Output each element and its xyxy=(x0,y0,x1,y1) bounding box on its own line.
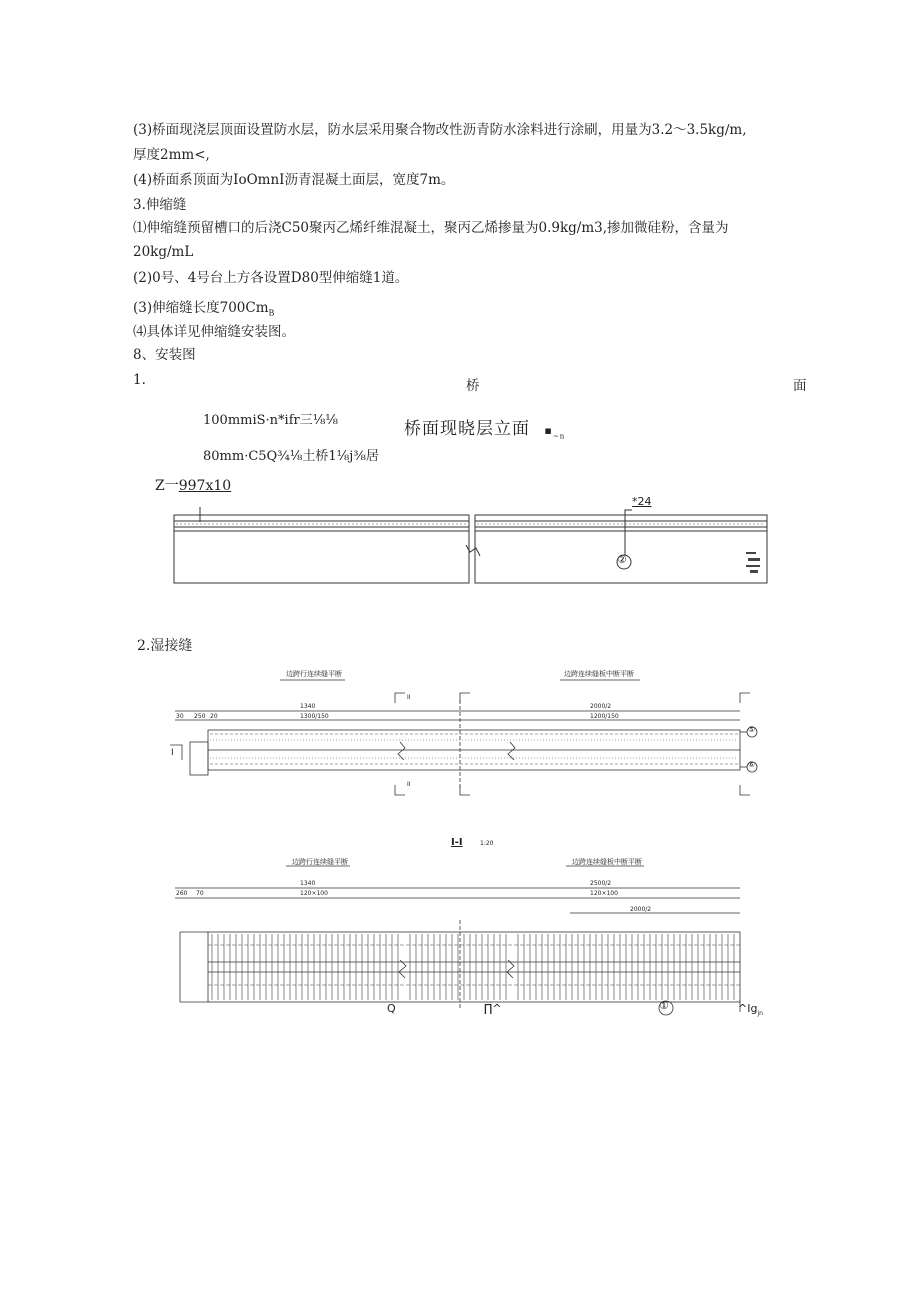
section-dim-sub-right: 120×100 xyxy=(590,890,618,897)
section-title-left: 边跨行连续缝平断 xyxy=(292,858,348,866)
heading-expansion-joint: 3.伸缩缝 xyxy=(133,197,187,213)
section-bottom-g-sub: jn xyxy=(757,1010,763,1018)
expansion-item-1-cont: 20kg/mL xyxy=(133,244,194,260)
fig1-title-mark: ▪ xyxy=(544,424,553,437)
section-dim-small-1: 260 xyxy=(176,890,188,897)
expansion-item-4: ⑷具体详见伸缩缝安装图。 xyxy=(133,324,295,340)
fig1-layer-2: 80mm·C5Q¾⅛土桥1⅛j⅜居 xyxy=(203,449,379,464)
fig2-dim-total-left: 1340 xyxy=(300,703,316,710)
fig2-dim-sub-left: 1300/150 xyxy=(300,713,329,720)
fig1-title-text: 桥面现晓层立面 xyxy=(404,419,530,439)
fig2-heading: 2.湿接缝 xyxy=(137,638,193,654)
fig2-dim-small-2: 250 xyxy=(194,713,206,720)
expansion-item-3-text: (3)伸缩缝长度700Cm xyxy=(133,300,269,316)
fig1-circle-label: ② xyxy=(617,553,627,566)
section-dim-sub-left: 120×100 xyxy=(300,890,328,897)
fig1-word-left: 桥 xyxy=(466,378,480,394)
section-bottom-g-text: ^Ig xyxy=(738,1002,758,1015)
fig1-callout-text: *24 xyxy=(632,495,652,508)
section-dim-inner: 2000/2 xyxy=(630,906,652,913)
fig2-circle-6: ⑥ xyxy=(748,760,756,769)
fig2-dim-sub-right: 1200/150 xyxy=(590,713,619,720)
fig1-title-sub: ~n xyxy=(552,432,566,441)
section-scale: 1:20 xyxy=(480,840,494,847)
section-bottom-g xyxy=(738,1002,763,1017)
section-rebar-hatch xyxy=(212,934,734,1000)
expansion-item-1: ⑴伸缩缝预留槽口的后浇C50聚丙乙烯纤维混凝土，聚丙乙烯掺量为0.9kg/m3,掺加微硅粉，含量为 xyxy=(133,220,729,236)
section-title-right: 边跨连续缝板中断平断 xyxy=(572,858,642,866)
fig2-dim-small-1: 30 xyxy=(176,713,184,720)
fig1-z-label: Z一 xyxy=(155,478,179,494)
expansion-item-2: (2)0号、4号台上方各设置D80型伸缩缝1道。 xyxy=(133,270,409,286)
section-dim-left: 1340 xyxy=(300,880,316,887)
fig2-dim-small-3: 20 xyxy=(210,713,218,720)
section-dim-right: 2500/2 xyxy=(590,880,612,887)
heading-install-drawings: 8、安装图 xyxy=(133,347,196,363)
section-bottom-j: ∏^ xyxy=(484,1002,502,1015)
fig2-mark-II-bottom: II xyxy=(407,781,411,788)
fig2-mark-II-top: II xyxy=(407,694,411,701)
paragraph-3: (3)桥面现浇层顶面设置防水层，防水层采用聚合物改性沥青防水涂料进行涂刷，用量为3.2～3.5kg∕m, xyxy=(133,122,747,138)
paragraph-3-cont: 厚度2mm<, xyxy=(133,147,210,163)
section-title-text: I-I xyxy=(451,837,463,848)
fig2-mark-I: I xyxy=(171,748,174,758)
fig1-layer-1: 100mmiS·n*ifr三⅛⅛ xyxy=(203,413,338,428)
section-bottom-circle: ① xyxy=(659,999,669,1012)
section-bottom-q: Q xyxy=(387,1002,396,1015)
fig2-title-left: 边跨行连续缝平断 xyxy=(286,670,342,678)
fig1-z-value: 997x10 xyxy=(178,478,232,494)
fig1-word-right: 面 xyxy=(793,378,807,394)
fig1-number: 1. xyxy=(133,372,146,388)
fig2-circle-5: ⑤ xyxy=(748,725,756,734)
fig2-title-right: 边跨连续缝板中断平断 xyxy=(564,670,634,678)
paragraph-4: (4)桥面系顶面为IoOmnI沥青混凝土面层，宽度7m。 xyxy=(133,172,455,188)
section-dim-small-2: 70 xyxy=(196,890,204,897)
fig2-dim-total-right: 2000/2 xyxy=(590,703,612,710)
expansion-item-3-sub: B xyxy=(268,308,275,318)
